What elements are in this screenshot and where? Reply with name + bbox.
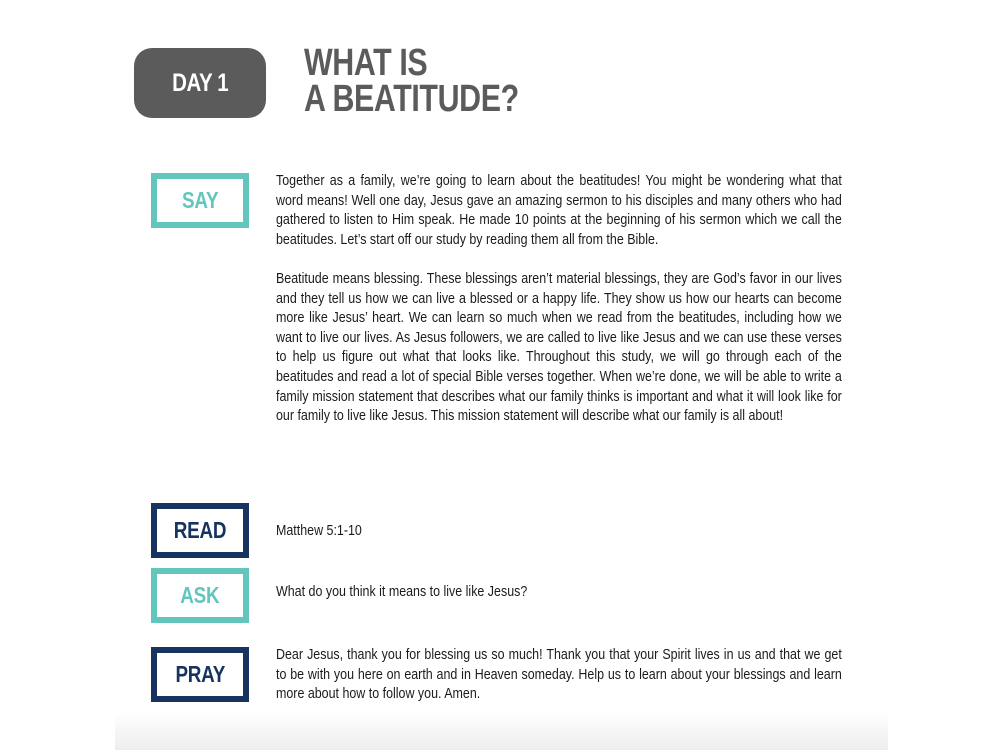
page-title-line-1: WHAT IS [304,42,428,84]
read-label-box [151,503,249,558]
ask-section-text [276,582,842,602]
read-scripture-reference: Matthew 5:1-10 [276,522,362,539]
day-badge-label: DAY 1 [171,68,229,97]
ask-label-box [151,568,249,623]
read-label: READ [173,517,227,543]
pray-label: PRAY [175,661,225,687]
page-bottom-edge-shadow [115,712,888,750]
ask-label: ASK [180,582,220,608]
say-section-text [276,171,842,426]
page-title [304,42,519,120]
pray-label-box [151,647,249,702]
read-section-text [276,521,842,541]
say-label: SAY [181,187,219,213]
page-title-line-2: A BEATITUDE? [304,78,519,120]
ask-question: What do you think it means to live like Jesus? [276,583,528,600]
say-paragraph-1: Together as a family, we’re going to learn about the beatitudes! You might be wondering what that word means! Well one day, Jesus gave an amazing sermon to his disciples and many others who had gathered to listen to Him speak. He made 10 points at the beginning of his sermon which we call the beatitudes. Let’s start off our study by reading them all from the Bible. [276,172,842,248]
pray-prayer: Dear Jesus, thank you for blessing us so much! Thank you that your Spirit lives in us and that we get to be with you here on earth and in Heaven someday. Help us to learn about your blessings and learn more about how to follow you. Amen. [276,646,842,703]
say-paragraph-2: Beatitude means blessing. These blessings aren’t material blessings, they are God’s favor in our lives and they tell us how we can live a blessed or a happy life. They show us how our hearts can become more like Jesus’ heart. We can learn so much when we read from the beatitudes, including how we want to live our lives. As Jesus followers, we are called to live like Jesus and we can use these verses to help us figure out what that looks like. Throughout this study, we will go through each of the beatitudes and read a lot of special Bible verses together. When we’re done, we will be able to write a family mission statement that describes what our family thinks is important and what it will look like for our family to live like Jesus. This mission statement will describe what our family is all about! [276,269,842,425]
day-badge [134,48,266,118]
say-label-box [151,173,249,228]
pray-section-text [276,645,842,704]
